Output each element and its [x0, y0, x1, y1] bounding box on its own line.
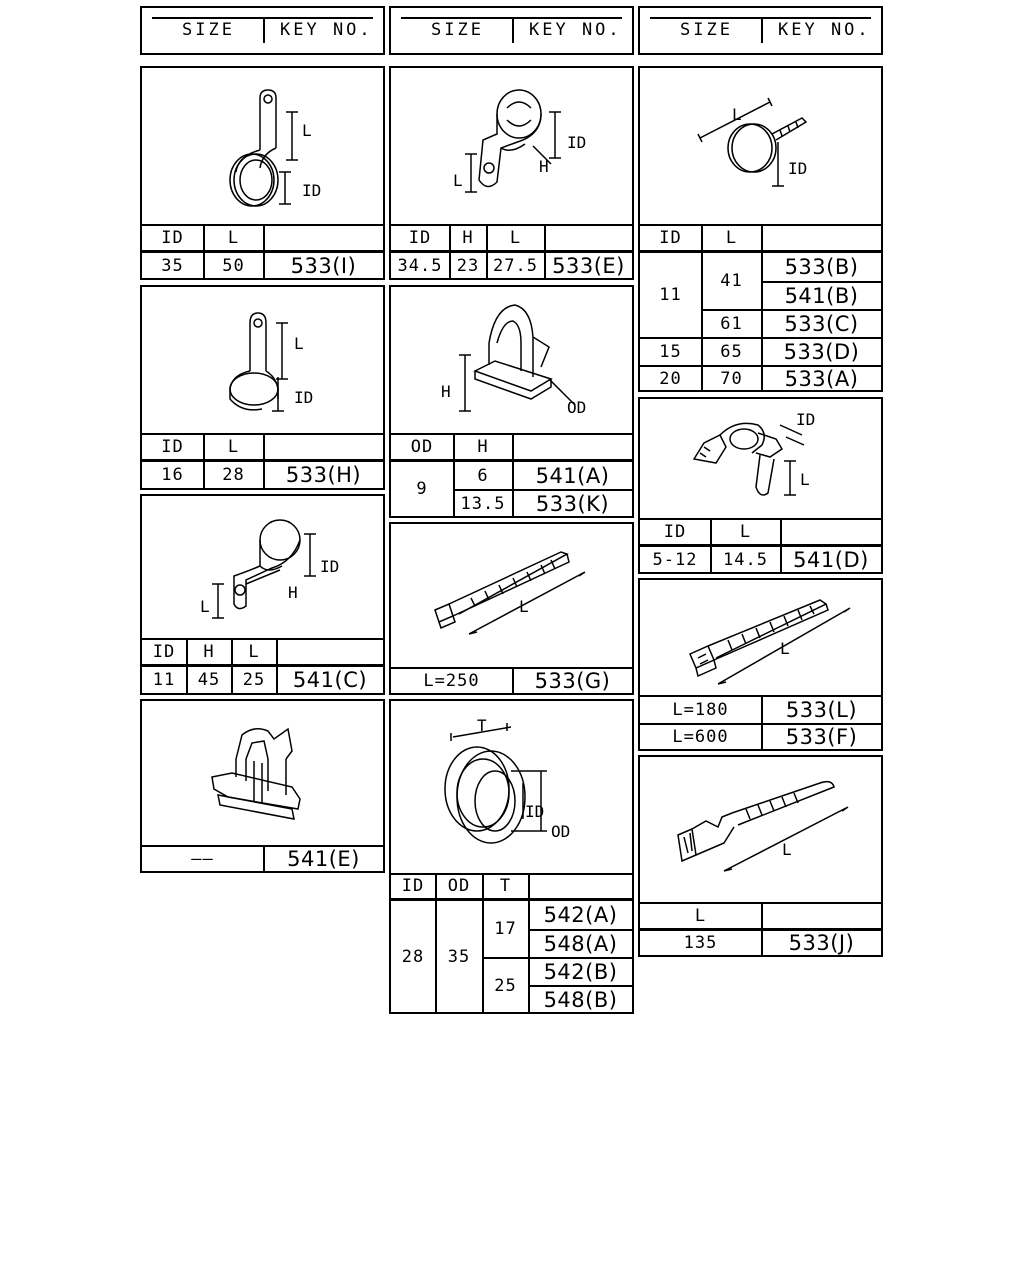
clip-e-drawing [142, 701, 383, 845]
value-od: 9 [416, 479, 428, 499]
dim-label-id: ID [567, 133, 587, 152]
part-band-clamp-533b [638, 66, 883, 392]
tie-j-drawing [640, 757, 881, 902]
dim-label-id: ID [294, 388, 314, 407]
header-size-label: SIZE [680, 20, 733, 40]
key-number: 542(A) [543, 903, 618, 927]
dim-label-l: L [800, 470, 810, 489]
value-l: 61 [720, 314, 743, 334]
clamp-h-drawing [142, 287, 383, 433]
dim-label-t: T [477, 716, 487, 735]
dim-label-id: ID [320, 557, 340, 576]
part-clamp-541c [140, 494, 385, 695]
part-cable-tie-533l [638, 578, 883, 751]
col-header-l: L [725, 227, 738, 248]
part-clip-541e [140, 699, 385, 873]
value-id: 20 [659, 368, 682, 389]
value-id: 15 [659, 342, 682, 362]
key-number: 533(G) [534, 668, 611, 693]
part-clamp-533e [389, 66, 634, 280]
part-grommet-542 [389, 699, 634, 1014]
size-value: L=600 [672, 727, 729, 747]
grommet-drawing [391, 701, 632, 871]
part-clip-541d [638, 397, 883, 574]
dim-label-l: L [453, 171, 463, 190]
value-l: 27.5 [493, 255, 538, 276]
size-value: L=180 [672, 699, 729, 720]
part-cable-tie-533g [389, 522, 634, 695]
size-value: —— [191, 848, 214, 869]
value-id: 35 [161, 255, 184, 276]
value-id: 34.5 [397, 255, 443, 276]
header-key-label: KEY NO. [778, 20, 871, 40]
dim-label-id: ID [788, 159, 808, 178]
value-l: 25 [242, 669, 266, 690]
value-od: 35 [447, 946, 471, 967]
col-header-id: ID [401, 876, 425, 896]
key-number: 533(L) [785, 697, 858, 722]
band-clamp-drawing [640, 68, 881, 224]
key-number: 541(E) [287, 846, 360, 871]
dim-label-l: L [732, 105, 742, 124]
dim-label-l: L [782, 840, 792, 859]
value-t: 25 [494, 975, 517, 996]
part-clamp-533h [140, 285, 385, 490]
part-clamp-533i [140, 66, 385, 280]
key-number: 541(C) [292, 667, 368, 692]
dim-label-id: ID [796, 410, 816, 429]
value-id: 11 [152, 669, 176, 690]
value-l: 50 [222, 255, 245, 276]
header-col-1 [140, 6, 385, 55]
key-number: 548(A) [543, 932, 618, 956]
key-number: 541(B) [784, 284, 859, 308]
col-header-id: ID [408, 227, 432, 248]
clamp-i-drawing [142, 68, 383, 224]
value-l: 41 [720, 271, 743, 291]
value-id: 28 [401, 946, 425, 967]
dim-label-l: L [294, 334, 304, 353]
key-number: 533(J) [788, 931, 855, 955]
key-number: 542(B) [543, 960, 618, 984]
value-h: 6 [477, 465, 489, 486]
dim-label-l: L [200, 597, 210, 616]
dim-label-l: L [780, 639, 790, 658]
header-size-label: SIZE [182, 20, 235, 40]
key-number: 533(F) [785, 725, 858, 749]
dim-label-od: OD [551, 822, 571, 841]
dim-label-id: ID [525, 802, 545, 821]
clamp-e-drawing [391, 68, 632, 224]
key-number: 533(K) [535, 491, 610, 516]
value-h: 13.5 [460, 493, 506, 514]
clip-a-drawing [391, 287, 632, 433]
key-number: 548(B) [543, 987, 618, 1012]
value-h: 45 [197, 669, 221, 690]
col-header-id: ID [161, 436, 184, 457]
col-header-l: L [509, 227, 522, 248]
clamp-c-drawing [142, 496, 383, 638]
key-number: 533(B) [784, 255, 859, 279]
value-l: 14.5 [723, 549, 768, 570]
part-cable-tie-533j [638, 755, 883, 957]
col-header-l: L [227, 227, 240, 248]
dim-label-id: ID [302, 181, 322, 200]
value-l: 70 [720, 368, 743, 389]
dim-label-h: H [441, 382, 451, 401]
col-header-id: ID [161, 227, 184, 248]
key-number: 533(H) [285, 462, 362, 487]
col-header-id: ID [663, 521, 687, 542]
col-header-l: L [227, 436, 240, 457]
key-number: 533(I) [290, 253, 357, 278]
value-l: 135 [683, 933, 718, 953]
col-header-h: H [203, 641, 215, 662]
dim-label-l: L [302, 121, 312, 140]
value-id: 5-12 [652, 549, 698, 570]
value-t: 17 [494, 919, 517, 939]
dim-label-h: H [539, 157, 549, 176]
dim-label-h: H [288, 583, 298, 602]
col-header-h: H [462, 227, 474, 248]
col-header-h: H [477, 436, 489, 457]
header-key-label: KEY NO. [529, 20, 622, 40]
key-number: 533(E) [552, 253, 625, 278]
size-value: L=250 [423, 670, 480, 691]
key-number: 533(C) [784, 312, 859, 336]
col-header-l: L [739, 521, 752, 542]
col-header-od: OD [410, 436, 434, 457]
value-h: 23 [456, 255, 480, 276]
key-number: 533(D) [783, 340, 860, 364]
col-header-od: OD [447, 876, 471, 896]
key-number: 541(A) [535, 463, 610, 488]
col-header-t: T [499, 876, 512, 896]
key-number: 533(A) [784, 366, 859, 391]
value-l: 28 [222, 464, 245, 485]
col-header-l: L [248, 641, 260, 662]
value-id: 11 [659, 285, 682, 305]
dim-label-od: OD [567, 398, 587, 417]
col-header-id: ID [152, 641, 176, 662]
header-size-label: SIZE [431, 20, 484, 40]
part-clip-541a [389, 285, 634, 518]
value-id: 16 [161, 464, 184, 485]
col-header-id: ID [659, 227, 682, 248]
value-l: 65 [720, 342, 743, 362]
header-key-label: KEY NO. [280, 20, 373, 40]
dim-label-l: L [519, 597, 529, 616]
clip-d-drawing [640, 399, 881, 518]
tie-g-drawing [391, 524, 632, 667]
header-col-3 [638, 6, 883, 55]
col-header-l: L [694, 905, 707, 926]
tie-l-drawing [640, 580, 881, 695]
key-number: 541(D) [793, 547, 869, 572]
header-col-2 [389, 6, 634, 55]
